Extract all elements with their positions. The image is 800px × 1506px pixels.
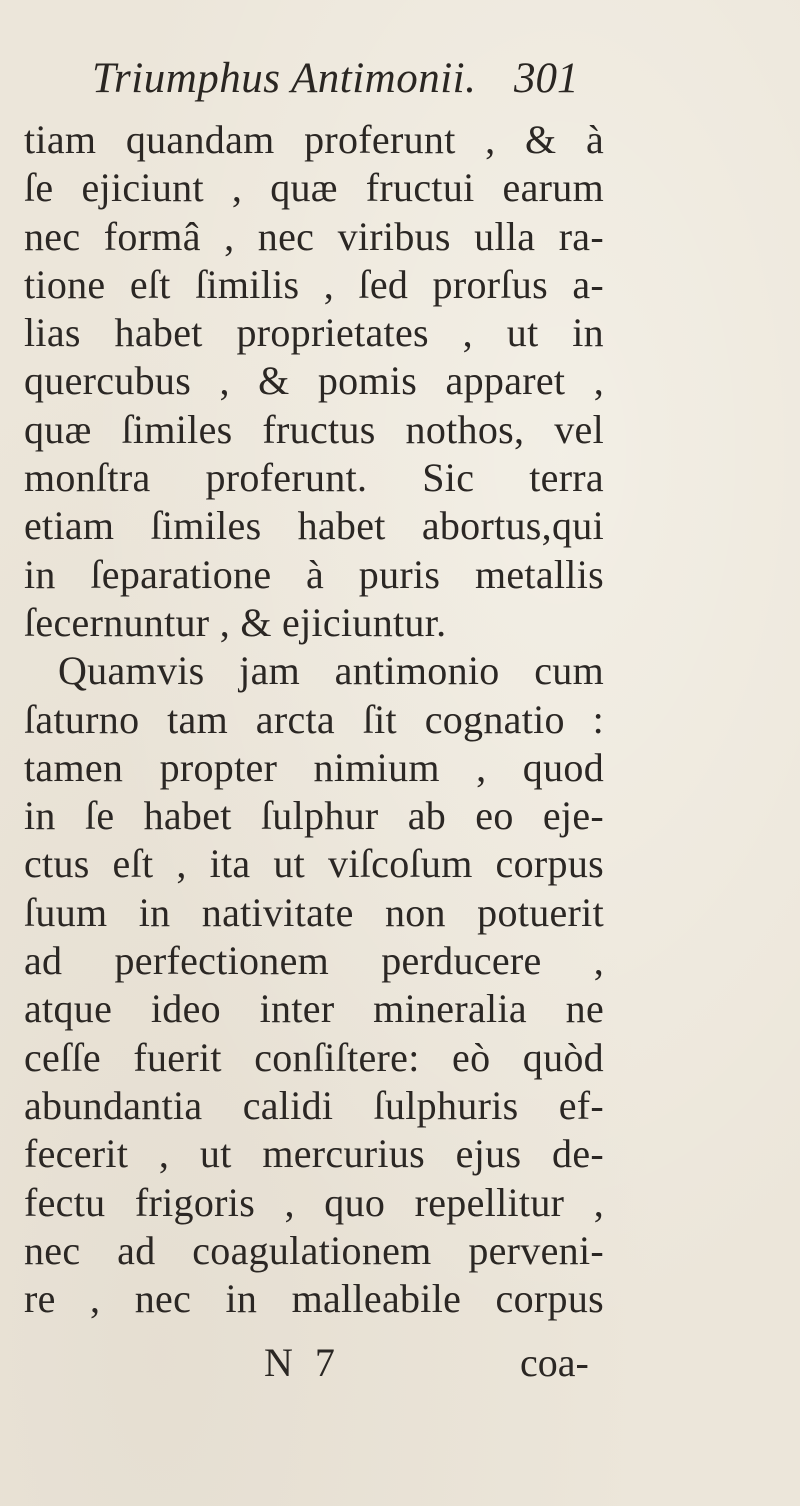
text-line: quæ ſimiles fructus nothos, vel <box>24 406 604 452</box>
text-line: ceſſe fuerit conſiſtere: eò quòd <box>24 1034 604 1080</box>
page-footer <box>0 1339 800 1389</box>
body-text <box>24 116 604 1323</box>
text-line: re , nec in malleabile corpus <box>24 1276 604 1322</box>
text-line: ſecernuntur , & ejiciuntur. <box>24 599 447 645</box>
catchword: coa- <box>520 1340 589 1385</box>
running-head: Triumphus Antimonii. <box>92 55 477 102</box>
text-line: nec formâ , nec viribus ulla ra- <box>24 213 604 259</box>
text-line: abundantia calidi ſulphuris ef- <box>24 1082 604 1128</box>
page-header <box>0 52 800 108</box>
text-line: etiam ſimiles habet abortus,qui <box>24 503 604 549</box>
text-line: tamen propter nimium , quod <box>24 744 604 790</box>
text-line: in ſeparatione à puris metallis <box>24 551 604 597</box>
text-line: lias habet proprietates , ut in <box>24 310 604 356</box>
text-line: fecerit , ut mercurius ejus de- <box>24 1131 604 1177</box>
text-line: nec ad coagulationem perveni- <box>24 1227 604 1273</box>
text-line: tione eſt ſimilis , ſed prorſus a- <box>24 261 604 307</box>
text-line: ſuum in nativitate non potuerit <box>24 889 604 935</box>
text-line: atque ideo inter mineralia ne <box>24 986 604 1032</box>
text-line: quercubus , & pomis apparet , <box>24 358 604 404</box>
text-line: fectu frigoris , quo repellitur , <box>24 1179 604 1225</box>
text-line: in ſe habet ſulphur ab eo eje- <box>24 793 604 839</box>
text-line: tiam quandam proferunt , & à <box>24 117 604 162</box>
text-line: ſe ejiciunt , quæ fructui earum <box>24 165 604 211</box>
text-line: ad perfectionem perducere , <box>24 938 604 984</box>
text-line: Quamvis jam antimonio cum <box>58 648 604 694</box>
text-line: monſtra proferunt. Sic terra <box>24 455 604 501</box>
text-line: ſaturno tam arcta ſit cognatio : <box>24 696 604 742</box>
text-line: ctus eſt , ita ut viſcoſum corpus <box>24 841 604 887</box>
signature-mark: N 7 <box>264 1340 341 1385</box>
page-number: 301 <box>514 55 579 102</box>
